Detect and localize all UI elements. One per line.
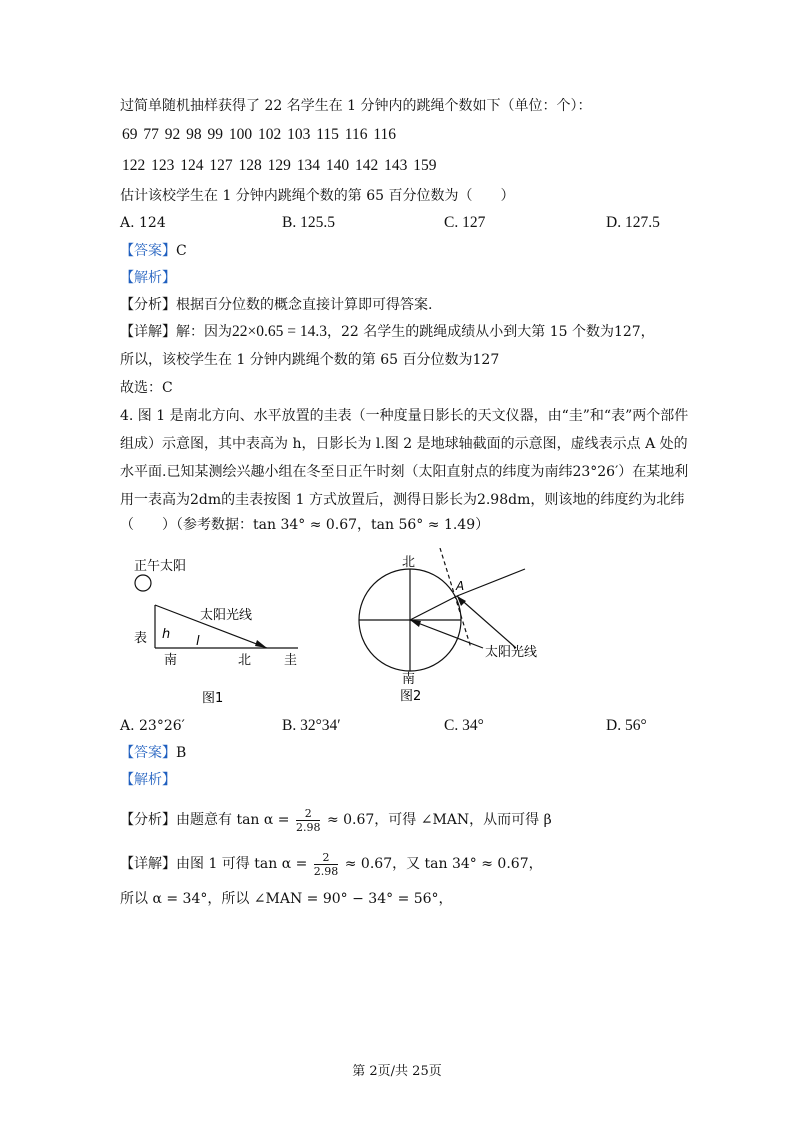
- fig1-south-label: 南: [164, 653, 178, 668]
- q4-option-a: A. 23°26′: [120, 718, 185, 734]
- q3-intro: 过简单随机抽样获得了 22 名学生在 1 分钟内的跳绳个数如下（单位：个）：: [120, 98, 592, 114]
- q3-xiangjie-line: [120, 322, 655, 342]
- page-footer: 第 2页/共 25页: [352, 1064, 442, 1079]
- q3-xiangjie-post: ，22 名学生的跳绳成绩从小到大第 15 个数为127，: [326, 324, 655, 340]
- fig1-gui-label: 圭: [284, 653, 298, 668]
- q4-xiangjie-line: [120, 850, 543, 878]
- q4-line-1: 4. 图 1 是南北方向、水平放置的圭表（一种度量日影长的天文仪器，由“圭”和“表”两个部件: [120, 408, 689, 424]
- q4-xiangjie-post: ≈ 0.67，又 tan 34° ≈ 0.67，: [344, 856, 543, 872]
- fenxi-tag: 【分析】: [120, 297, 176, 313]
- q3-fenxi: 根据百分位数的概念直接计算即可得答案.: [176, 297, 433, 313]
- q3-xiangjie-pre: 解：因为: [176, 324, 232, 340]
- q3-option-a: A. 124: [120, 215, 166, 231]
- fig1-caption: 图1: [202, 691, 224, 706]
- q4-option-c: C. 34°: [444, 717, 484, 734]
- fig2-sun-ray-a: [457, 596, 516, 648]
- fig1-ray-arrowhead: [255, 640, 267, 648]
- q4-line-3: 水平面.已知某测绘兴趣小组在冬至日正午时刻（太阳直射点的纬度为南纬23°26′）在某地利: [120, 464, 689, 480]
- fig2-south-label: 南: [402, 672, 416, 687]
- q4-option-d: D. 56°: [606, 717, 647, 734]
- q3-option-d: D. 127.5: [606, 214, 660, 231]
- fig2-ray-center-arrowhead: [410, 620, 421, 627]
- q3-conclusion: 故选：C: [120, 380, 173, 396]
- q3-analysis-tag: 【解析】: [120, 270, 176, 286]
- q4-fenxi-line: [120, 806, 552, 834]
- q4-xiangjie-pre: 由图 1 可得 tan α =: [176, 856, 308, 872]
- q3-data-row-2: 122 123 124 127 128 129 134 140 142 143 159: [122, 157, 437, 174]
- fraction-numerator: 2: [314, 851, 339, 865]
- fig2-a-label: A: [456, 579, 465, 593]
- q3-fenxi-line: [120, 295, 432, 315]
- q3-option-b: B. 125.5: [282, 214, 335, 231]
- q4-fenxi-pre: 由题意有 tan α =: [176, 812, 290, 828]
- fraction-denominator: 2.98: [295, 820, 321, 834]
- fig1-sun-label: 正午太阳: [134, 559, 187, 574]
- fig2-sun-ray-center: [410, 620, 483, 648]
- q4-line-4: 用一表高为2dm的圭表按图 1 方式放置后，测得日影长为2.98dm，则该地的纬度约为北纬: [120, 492, 685, 508]
- fig2-caption: 图2: [400, 689, 422, 704]
- fig2-ray-label: 太阳光线: [485, 645, 538, 660]
- fig2-radius-to-a: [410, 596, 457, 620]
- answer-tag: 【答案】: [120, 745, 176, 761]
- xiangjie-tag: 【详解】: [120, 324, 176, 340]
- q4-line-5: （ ）（参考数据：tan 34° ≈ 0.67，tan 56° ≈ 1.49）: [120, 517, 490, 533]
- q4-fenxi-post: ≈ 0.67，可得 ∠MAN，从而可得 β: [326, 812, 552, 828]
- q3-answer-line: [120, 241, 187, 261]
- answer-tag: 【答案】: [120, 243, 176, 259]
- fig1-h-label: h: [162, 627, 171, 642]
- figure-2: [350, 548, 540, 708]
- figure-1: [120, 552, 310, 712]
- q4-analysis-tag: 【解析】: [120, 772, 176, 788]
- q4-answer: B: [176, 745, 187, 761]
- fraction: [296, 807, 321, 834]
- q4-final: 所以 α = 34°，所以 ∠MAN = 90° − 34° = 56°，: [120, 891, 453, 907]
- fraction-numerator: 2: [296, 807, 321, 821]
- q4-line-2: 组成）示意图，其中表高为 h，日影长为 l.图 2 是地球轴截面的示意图，虚线表示点 A 处的: [120, 436, 688, 452]
- q3-answer: C: [176, 243, 187, 259]
- q3-data-row-1: 69 77 92 98 99 100 102 103 115 116 116: [122, 126, 397, 143]
- fig1-l-label: l: [196, 634, 200, 649]
- q4-option-b: B. 32°34′: [282, 717, 341, 734]
- fig1-north-label: 北: [238, 653, 252, 668]
- q3-question: 估计该校学生在 1 分钟内跳绳个数的第 65 百分位数为（ ）: [120, 188, 515, 204]
- q3-line-2: 所以，该校学生在 1 分钟内跳绳个数的第 65 百分位数为127: [120, 352, 500, 368]
- sun-icon: [135, 575, 151, 591]
- fenxi-tag: 【分析】: [120, 812, 176, 828]
- q4-answer-line: [120, 743, 186, 763]
- fig2-north-label: 北: [402, 555, 416, 570]
- fraction: [314, 851, 339, 878]
- q3-option-c: C. 127: [444, 214, 486, 231]
- fraction-denominator: 2.98: [313, 864, 339, 878]
- fig1-biao-label: 表: [134, 631, 148, 646]
- fig1-ray-label: 太阳光线: [200, 608, 253, 623]
- xiangjie-tag: 【详解】: [120, 856, 176, 872]
- q3-formula: 22×0.65 = 14.3: [232, 323, 327, 340]
- fig2-extension-line: [457, 569, 525, 596]
